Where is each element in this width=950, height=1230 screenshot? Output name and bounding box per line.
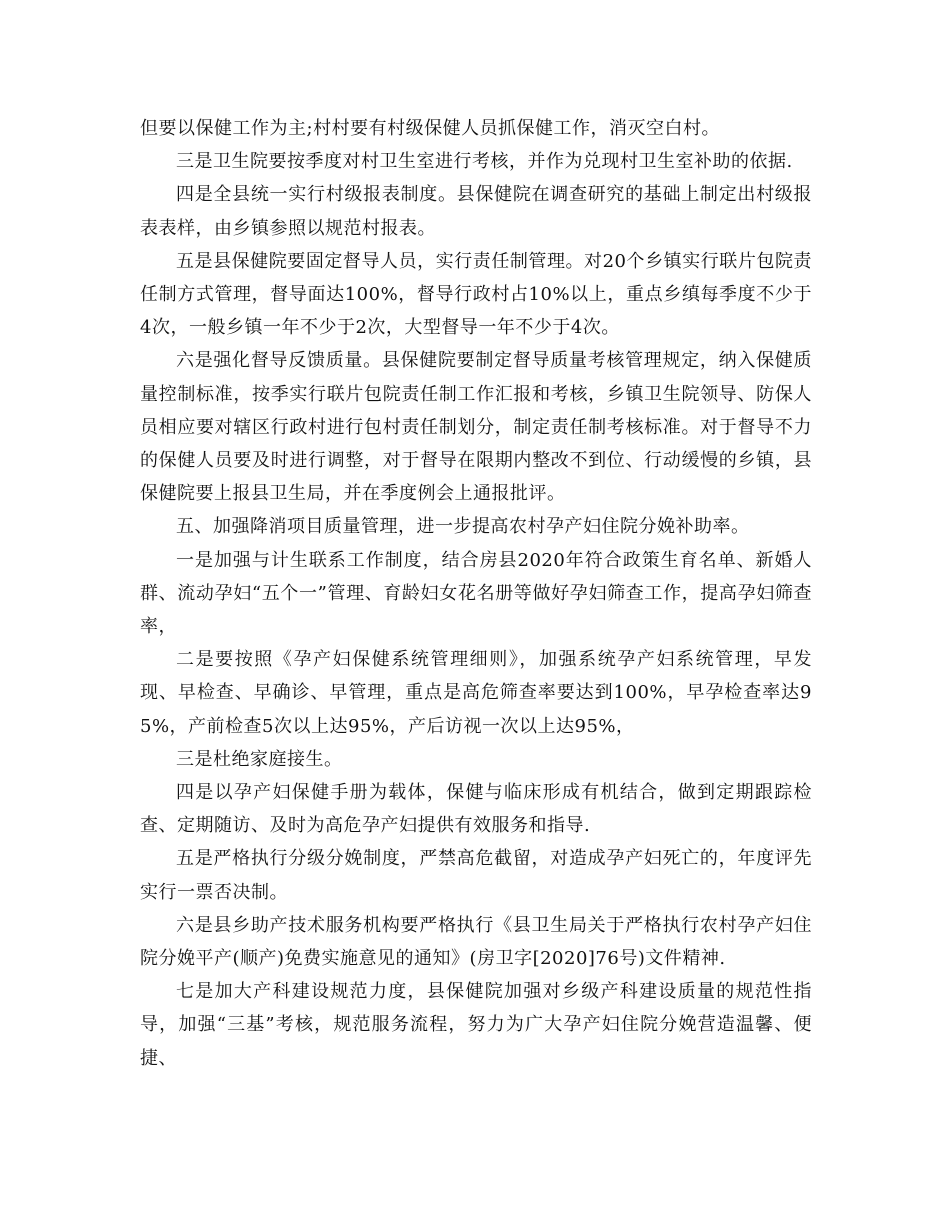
paragraph: 三是卫生院要按季度对村卫生室进行考核，并作为兑现村卫生室补助的依据. <box>176 151 793 173</box>
paragraph: 五是县保健院要固定督导人员，实行责任制管理。对20个乡镇实行联片包院责任制方式管理，督导面达100%，督导行政村占10%以上，重点乡缜每季度不少于4次，一般乡镇一年不少于2次，大型督导一年不少于4次。 <box>140 250 812 339</box>
paragraph: 二是要按照《孕产妇保健系统管理细则》，加强系统孕产妇系统管理，早发现、早检查、早确诊、早管理，重点是高危筛查率要达到100%，早孕检查率达95%，产前检查5次以上达95%，产后访视一次以上达95%， <box>140 649 812 737</box>
paragraph: 五是严格执行分级分娩制度，严禁高危截留，对造成孕产妇死亡的，年度评先实行一票否决制。 <box>140 848 812 903</box>
paragraph: 六是县乡助产技术服务机构要严格执行《县卫生局关于严格执行农村孕产妇住院分娩平产(顺产)免费实施意见的通知》(房卫字[2020]76号)文件精神. <box>140 914 812 970</box>
paragraph: 四是以孕产妇保健手册为载体，保健与临床形成有机结合，做到定期跟踪检查、定期随访、及时为高危孕产妇提供有效服务和指导. <box>140 782 812 837</box>
paragraph: 六是强化督导反馈质量。县保健院要制定督导质量考核管理规定，纳入保健质量控制标准，按季实行联片包院责任制工作汇报和考核，乡镇卫生院领导、防保人员相应要对辖区行政村进行包村责任制划分，制定责任制考核标准。对于督导不力的保健人员要及时进行调整，对于督导在限期内整改不到位、行动缓慢的乡镇，县保健院要上报县卫生局，并在季度例会上通报批评。 <box>140 350 812 505</box>
paragraph: 一是加强与计生联系工作制度，结合房县2020年符合政策生育名单、新婚人群、流动孕妇“五个一”管理、育龄妇女花名册等做好孕妇筛查工作，提高孕妇筛查率， <box>140 549 812 638</box>
document-body <box>140 112 812 1075</box>
paragraph: 七是加大产科建设规范力度，县保健院加强对乡级产科建设质量的规范性指导，加强“三基”考核，规范服务流程，努力为广大孕产妇住院分娩营造温馨、便捷、 <box>140 981 812 1069</box>
paragraph: 但要以保健工作为主;村村要有村级保健人员抓保健工作，消灭空白村。 <box>140 118 721 139</box>
section-heading: 五、加强降消项目质量管理，进一步提高农村孕产妇住院分娩补助率。 <box>176 516 750 538</box>
paragraph: 四是全县统一实行村级报表制度。县保健院在调查研究的基础上制定出村级报表表样，由乡镇参照以规范村报表。 <box>140 184 812 239</box>
paragraph: 三是杜绝家庭接生。 <box>176 748 343 770</box>
